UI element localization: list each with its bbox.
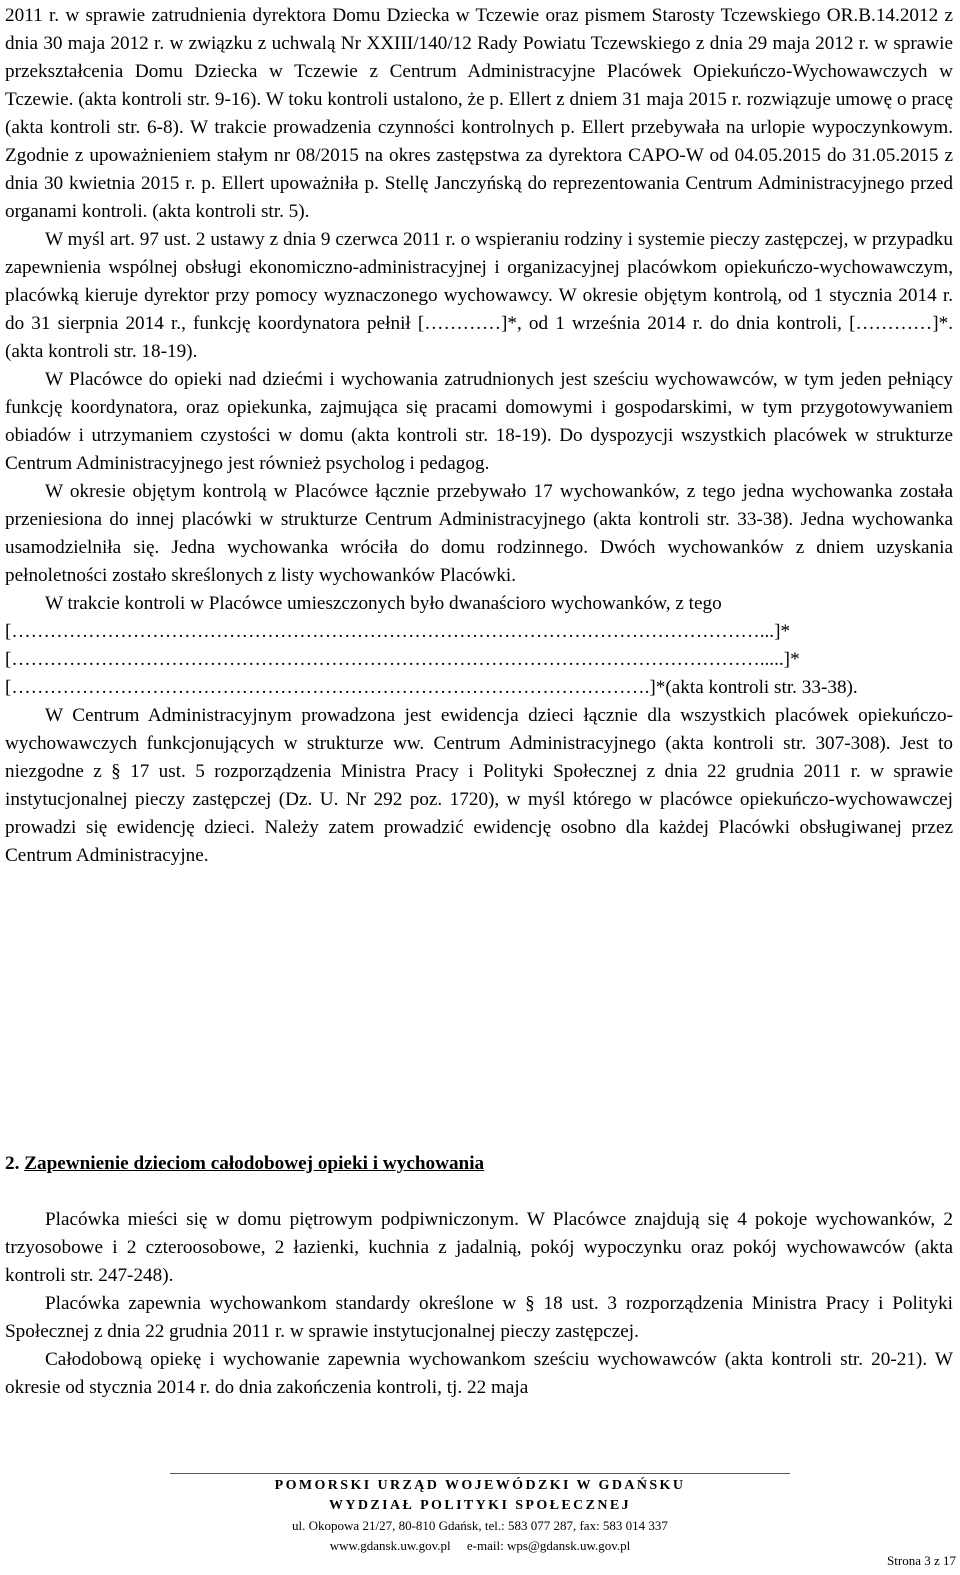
redacted-line-1: [………………………………………………………………………………………………………...]*	[5, 621, 791, 642]
paragraph-building: Placówka mieści się w domu piętrowym podpiwniczonym. W Placówce znajdują się 4 pokoje wychowanków, 2 trzyosobowe i 2 czteroosobowe, 2 łazienki, kuchnia z jadalnią, pokój wypoczynku oraz pokój wychowawców (akta kontroli str. 247-248).	[5, 1209, 953, 1286]
footer-divider	[170, 1473, 790, 1474]
paragraph-care: Całodobową opiekę i wychowanie zapewnia wychowankom sześciu wychowawców (akta kontroli str. 20-21). W okresie od stycznia 2014 r. do dnia zakończenia kontroli, tj. 22 maja	[5, 1349, 953, 1398]
section-number: 2.	[5, 1153, 20, 1174]
paragraph-current-residents: W trakcie kontroli w Placówce umieszczonych było dwanaścioro wychowanków, z tego	[45, 593, 722, 614]
paragraph-staff: W Placówce do opieki nad dziećmi i wychowania zatrudnionych jest sześciu wychowawców, w tym jeden pełniący funkcję koordynatora, oraz opiekunka, zajmująca się pracami domowymi i gospodarskimi, w tym przygotowywaniem obiadów i utrzymaniem czystości w domu (akta kontroli str. 18-19). Do dyspozycji wszystkich placówek w strukturze Centrum Administracyjnego jest również psycholog i pedagog.	[5, 369, 953, 474]
page-footer	[170, 1476, 790, 1556]
paragraph-records: W Centrum Administracyjnym prowadzona jest ewidencja dzieci łącznie dla wszystkich placówek opiekuńczo-wychowawczych funkcjonujących w strukturze ww. Centrum Administracyjnego (akta kontroli str. 307-308). Jest to niezgodne z § 17 ust. 5 rozporządzenia Ministra Pracy i Polityki Społecznej z dnia 22 grudnia 2011 r. w sprawie instytucjonalnej pieczy zastępczej (Dz. U. Nr 292 poz. 1720), w myśl którego w placówce opiekuńczo-wychowawczej prowadzi się ewidencję dzieci. Należy zatem prowadzić ewidencję osobno dla każdej Placówki obsługiwanej przez Centrum Administracyjne.	[5, 705, 953, 866]
footer-department: WYDZIAŁ POLITYKI SPOŁECZNEJ	[328, 1498, 632, 1513]
paragraph-art-97: W myśl art. 97 ust. 2 ustawy z dnia 9 czerwca 2011 r. o wspieraniu rodziny i systemie pieczy zastępczej, w przypadku zapewnienia wspólnej obsługi ekonomiczno-administracyjnej i organizacyjnej placówkom opiekuńczo-wychowawczym, placówką kieruje dyrektor przy pomocy wyznaczonego wychowawcy. W okresie objętym kontrolą, od 1 stycznia 2014 r. do 31 sierpnia 2014 r., funkcję koordynatora pełnił […………]*, od 1 września 2014 r. do dnia kontroli, […………]*. (akta kontroli str. 18-19).	[5, 229, 953, 362]
redacted-line-3: [……………………………………………………………………………………….]*(akta kontroli str. 33-38).	[5, 677, 858, 698]
section-body	[5, 1206, 953, 1402]
footer-address: ul. Okopowa 21/27, 80-810 Gdańsk, tel.: 583 077 287, fax: 583 014 337	[292, 1518, 668, 1533]
section-heading	[5, 1150, 953, 1178]
paragraph-standards: Placówka zapewnia wychowankom standardy określone w § 18 ust. 3 rozporządzenia Ministra Pracy i Polityki Społecznej z dnia 22 grudnia 2011 r. w sprawie instytucjonalnej pieczy zastępczej.	[5, 1293, 953, 1342]
body-text	[5, 2, 953, 870]
page-number: Strona 3 z 17	[887, 1553, 956, 1568]
paragraph-residents: W okresie objętym kontrolą w Placówce łącznie przebywało 17 wychowanków, z tego jedna wychowanka została przeniesiona do innej placówki w strukturze Centrum Administracyjnego (akta kontroli str. 33-38). Jedna wychowanka usamodzielniła się. Jedna wychowanka wróciła do domu rodzinnego. Dwóch wychowanków z dniem uzyskania pełnoletności zostało skreślonych z listy wychowanków Placówki.	[5, 481, 953, 586]
footer-contact: www.gdansk.uw.gov.pl e-mail: wps@gdansk.uw.gov.pl	[329, 1538, 631, 1553]
redacted-line-2: [……………………………………………………………………………………………………….....]*	[5, 649, 800, 670]
section-title: Zapewnienie dzieciom całodobowej opieki i wychowania	[24, 1153, 485, 1174]
footer-org-name: POMORSKI URZĄD WOJEWÓDZKI W GDAŃSKU	[274, 1478, 686, 1493]
paragraph-continued: 2011 r. w sprawie zatrudnienia dyrektora Domu Dziecka w Tczewie oraz pismem Starosty Tczewskiego OR.B.14.2012 z dnia 30 maja 2012 r. w związku z uchwalą Nr XXIII/140/12 Rady Powiatu Tczewskiego z dnia 29 maja 2012 r. w sprawie przekształcenia Domu Dziecka w Tczewie z Centrum Administracyjne Placówek Opiekuńczo-Wychowawczych w Tczewie. (akta kontroli str. 9-16). W toku kontroli ustalono, że p. Ellert z dniem 31 maja 2015 r. rozwiązuje umowę o pracę (akta kontroli str. 6-8). W trakcie prowadzenia czynności kontrolnych p. Ellert przebywała na urlopie wypoczynkowym. Zgodnie z upoważnieniem stałym nr 08/2015 na okres zastępstwa za dyrektora CAPO-W od 04.05.2015 do 31.05.2015 z dnia 30 kwietnia 2015 r. p. Ellert upoważniła p. Stellę Janczyńską do reprezentowania Centrum Administracyjnego przed organami kontroli. (akta kontroli str. 5).	[5, 5, 953, 222]
